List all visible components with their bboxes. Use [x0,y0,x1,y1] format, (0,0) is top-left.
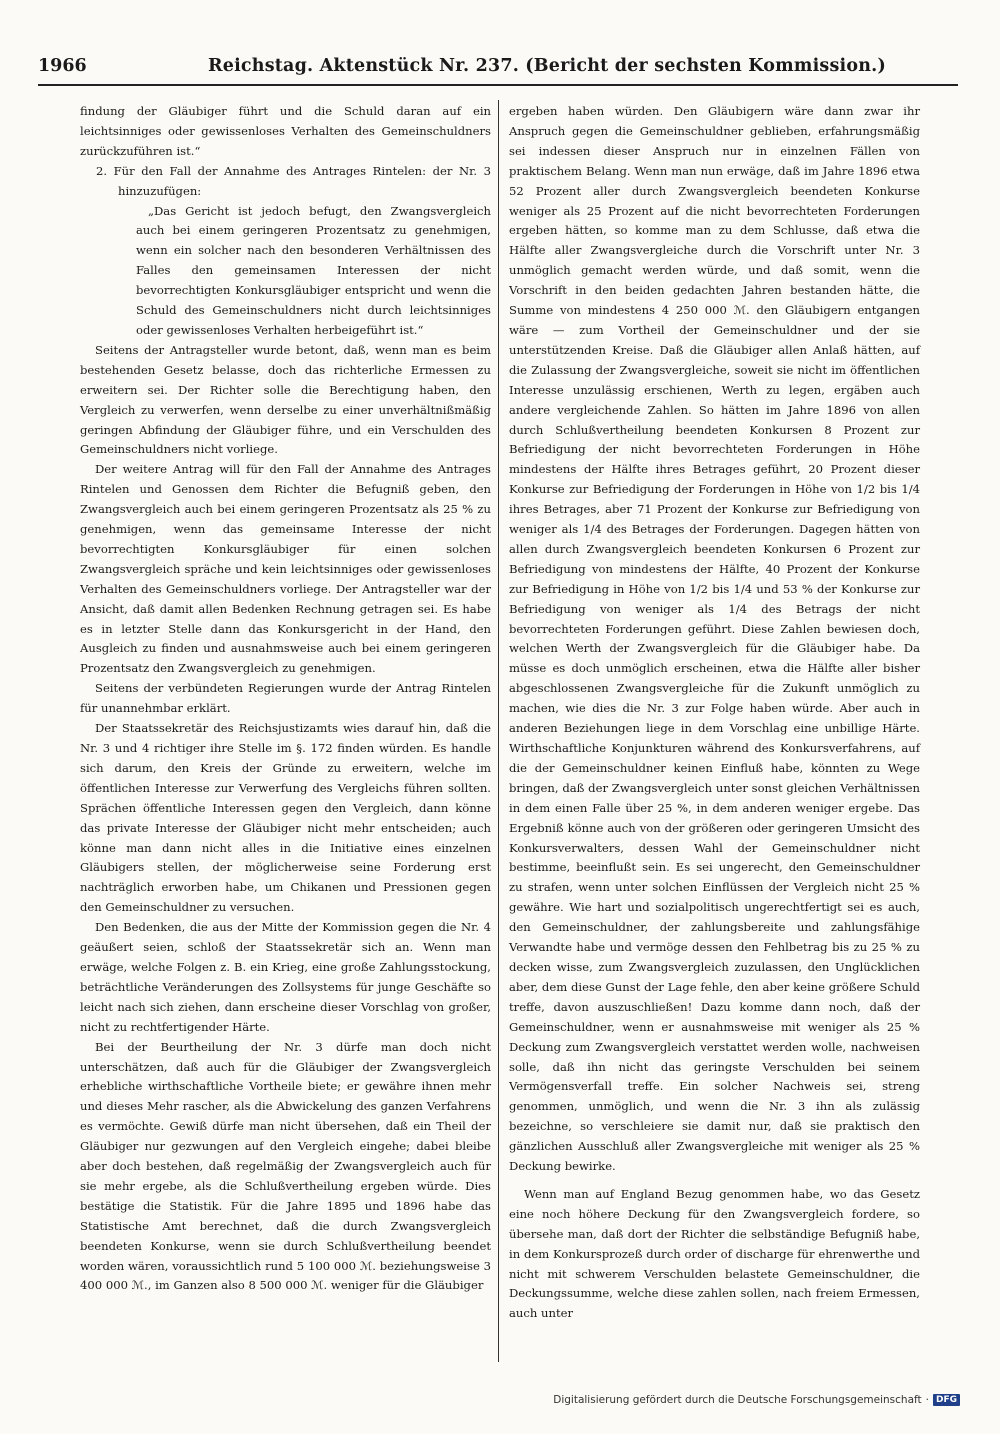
paragraph: Seitens der verbündeten Regierungen wurde der Antrag Rintelen für unannehmbar erklärt. [80,681,491,716]
right-column [509,102,920,1324]
paragraph: Den Bedenken, die aus der Mitte der Kommission gegen die Nr. 4 geäußert seien, schloß der Staatssekretär sich an. Wenn man erwäge, welche Folgen z. B. ein Krieg, eine große Zahlungsstockung, beträchtliche Veränderungen des Zollsystems für junge Geschäfte so leicht nach sich ziehen, dann erscheine dieser Vorschlag von großer, nicht zu rechtfertigender Härte. [80,920,491,1034]
paragraph: Bei der Beurtheilung der Nr. 3 dürfe man doch nicht unterschätzen, daß auch für die Gläubiger der Zwangsvergleich erhebliche wirthschaftliche Vortheile biete; er gewähre ihnen mehr und dieses Mehr rascher, als die Abwickelung des ganzen Verfahrens es vermöchte. Gewiß dürfe man nicht übersehen, daß ein Theil der Gläubiger nur gezwungen auf den Vergleich eingehe; dabei bleibe aber doch bestehen, daß regelmäßig der Zwangsvergleich auch für sie mehr ergebe, als die Schlußvertheilung ergeben würde. Dies bestätige die Statistik. Für die Jahre 1895 und 1896 habe das Statistische Amt berechnet, daß die durch Zwangsvergleich beendeten Konkurse, wenn sie durch Schlußvertheilung beendet worden wären, voraussichtlich rund 5 100 000 ℳ. beziehungsweise 3 400 000 ℳ., im Ganzen also 8 500 000 ℳ. weniger für die Gläubiger [80,1039,491,1293]
dfg-logo: DFG [933,1394,960,1406]
column-divider [498,100,499,1362]
left-column [80,102,491,1296]
credit-text: Digitalisierung gefördert durch die Deutsche Forschungsgemeinschaft [553,1394,922,1406]
paragraph: Der Staatssekretär des Reichsjustizamts wies darauf hin, daß die Nr. 3 und 4 richtiger ihre Stelle im §. 172 finden würden. Es handle sich darum, den Kreis der Gründe zu erweitern, welche im öffentlichen Interesse zur Verwerfung des Vergleichs führen sollten. Sprächen öffentliche Interessen gegen den Vergleich, dann könne das private Interesse der Gläubiger nicht mehr entscheiden; auch könne man dann nicht alles in die Initiative eines einzelnen Gläubigers stellen, der möglicherweise seine Forderung erst nachträglich erworben habe, um Chikanen und Pressionen gegen den Gemeinschuldner zu versuchen. [80,721,491,915]
page-header [38,56,958,82]
paragraph-gap [509,1177,920,1185]
paragraph: findung der Gläubiger führt und die Schuld daran auf ein leichtsinniges oder gewissenloses Verhalten des Gemeinschuldners zurückzuführen ist.“ [80,104,491,158]
quoted-amendment: „Das Gericht ist jedoch befugt, den Zwangsvergleich auch bei einem geringeren Prozentsatz zu genehmigen, wenn ein solcher nach den besonderen Verhältnissen des Falles den gemeinsamen Interessen der nicht bevorrechtigten Konkursgläubiger entspricht und wenn die Schuld des Gemeinschuldners nicht durch leichtsinniges oder gewissenloses Verhalten herbeigeführt ist.“ [136,203,491,337]
paragraph: Der weitere Antrag will für den Fall der Annahme des Antrages Rintelen und Genossen dem Richter die Befugniß geben, den Zwangsvergleich auch bei einem geringeren Prozentsatz als 25 % zu genehmigen, wenn das gemeinsame Interesse der nicht bevorrechtigten Konkursgläubiger für einen solchen Zwangsvergleich spräche und kein leichtsinniges oder gewissenloses Verhalten des Gemeinschuldners vorliege. Der Antragsteller war der Ansicht, daß damit allen Bedenken Rechnung getragen sei. Es habe es in letzter Stelle dann das Konkursgericht in der Hand, den Ausgleich zu finden und ausnahmsweise auch bei einem geringeren Prozentsatz den Zwangsvergleich zu genehmigen. [80,462,491,676]
page-number: 1966 [38,56,87,76]
paragraph: Seitens der Antragsteller wurde betont, daß, wenn man es beim bestehenden Gesetz belasse, doch das richterliche Ermessen zu erweitern sei. Der Richter solle die Berechtigung haben, den Vergleich zu verwerfen, wenn derselbe zu einer unverhältnißmäßig geringen Abfindung der Gläubiger führe, und ein Verschulden des Gemeinschuldners nicht vorliege. [80,342,491,457]
separator-dot: · [925,1394,929,1406]
paragraph: ergeben haben würden. Den Gläubigern wäre dann zwar ihr Anspruch gegen die Gemeinschuldner geblieben, erfahrungsmäßig sei indessen dieser Anspruch nur in einzelnen Fällen von praktischem Belang. Wenn man nun erwäge, daß im Jahre 1896 etwa 52 Prozent aller durch Zwangsvergleich beendeten Konkurse weniger als 25 Prozent auf die nicht bevorrechteten Forderungen ergeben hätten, so komme man zu dem Schlusse, daß etwa die Hälfte aller Zwangsvergleiche durch die Vorschrift unter Nr. 3 unmöglich gemacht werden würde, und daß somit, wenn die Vorschrift in den beiden gedachten Jahren bestanden hätte, die Summe von mindestens 4 250 000 ℳ. den Gläubigern entgangen wäre — zum Vortheil der Gemeinschuldner und der sie unterstützenden Kreise. Daß die Gläubiger allen Anlaß hätten, auf die Zulassung der Zwangsvergleiche, soweit sie nicht im öffentlichen Interesse unzulässig erschienen, Werth zu legen, ergäben auch andere vergleichende Zahlen. So hätten im Jahre 1896 von allen durch Schlußvertheilung beendeten Konkursen 8 Prozent zur Befriedigung der nicht bevorrechteten Forderungen in Höhe mindestens der Hälfte ihres Betrages geführt, 20 Prozent dieser Konkurse zur Befriedigung der Forderungen in Höhe von 1/2 bis 1/4 ihres Betrages, aber 71 Prozent der Konkurse zur Befriedigung von weniger als 1/4 des Betrages der Forderungen. Dagegen hätten von allen durch Zwangsvergleich beendeten Konkursen 6 Prozent zur Befriedigung von mindestens der Hälfte, 40 Prozent der Konkurse zur Befriedigung in Höhe von 1/2 bis 1/4 und 53 % der Konkurse zur Befriedigung von weniger als 1/4 des Betrags der nicht bevorrechteten Forderungen geführt. Diese Zahlen bewiesen doch, welchen Werth der Zwangsvergleich für die Gläubiger habe. Da müsse es doch unmöglich erscheinen, etwa die Hälfte aller bisher abgeschlossenen Zwangsvergleiche für die Zukunft unmöglich zu machen, wie dies die Nr. 3 zur Folge haben würde. Aber auch in anderen Beziehungen liege in dem Vorschlag eine unbillige Härte. Wirthschaftliche Konjunkturen während des Konkursverfahrens, auf die der Gemeinschuldner keinen Einfluß habe, könnten zu Wege bringen, daß der Zwangsvergleich unter sonst gleichen Verhältnissen in dem einen Falle über 25 %, in dem anderen weniger ergebe. Das Ergebniß könne auch von der größeren oder geringeren Umsicht des Konkursverwalters, dessen Wahl der Gemeinschuldner nicht bestimme, beeinflußt sein. Es sei ungerecht, den Gemeinschuldner zu strafen, wenn unter solchen Einflüssen der Vergleich nicht 25 % gewähre. Wie hart und sozialpolitisch ungerechtfertigt sei es auch, den Gemeinschuldner, der zahlungsbereite und zahlungsfähige Verwandte habe und vermöge dessen den Fehlbetrag bis zu 25 % zu decken wisse, zum Zwangsvergleich zuzulassen, den Unglücklichen aber, dem diese Gunst der Lage fehle, den aber keine größere Schuld treffe, davon auszuschließen! Dazu komme dann noch, daß der Gemeinschuldner, wenn er ausnahmsweise mit weniger als 25 % Deckung zum Zwangsvergleich verstattet werden wolle, nachweisen solle, daß ihn nicht das geringste Verschulden bei seinem Vermögensverfall treffe. Ein solcher Nachweis sei, streng genommen, unmöglich, und wenn die Nr. 3 ihn als zulässig bezeichne, so verschleiere sie damit nur, daß sie praktisch den gänzlichen Ausschluß aller Zwangsvergleiche mit weniger als 25 % Deckung bewirke. [509,104,920,1174]
paragraph: Wenn man auf England Bezug genommen habe, wo das Gesetz eine noch höhere Deckung für den Zwangsvergleich fordere, so übersehe man, daß dort der Richter die selbständige Befugniß habe, in dem Konkursprozeß durch order of discharge für ehrenwerthe und nicht mit schwerem Verschulden belastete Gemeinschuldner, die Deckungssumme, welche diese zahlen sollen, nach freiem Ermessen, auch unter [509,1186,920,1321]
running-title: Reichstag. Aktenstück Nr. 237. (Bericht der sechsten Kommission.) [208,56,886,76]
list-item: 2. Für den Fall der Annahme des Antrages Rintelen: der Nr. 3 hinzuzufügen: [96,163,491,198]
header-rule [38,84,958,86]
digitization-credit [553,1390,960,1410]
